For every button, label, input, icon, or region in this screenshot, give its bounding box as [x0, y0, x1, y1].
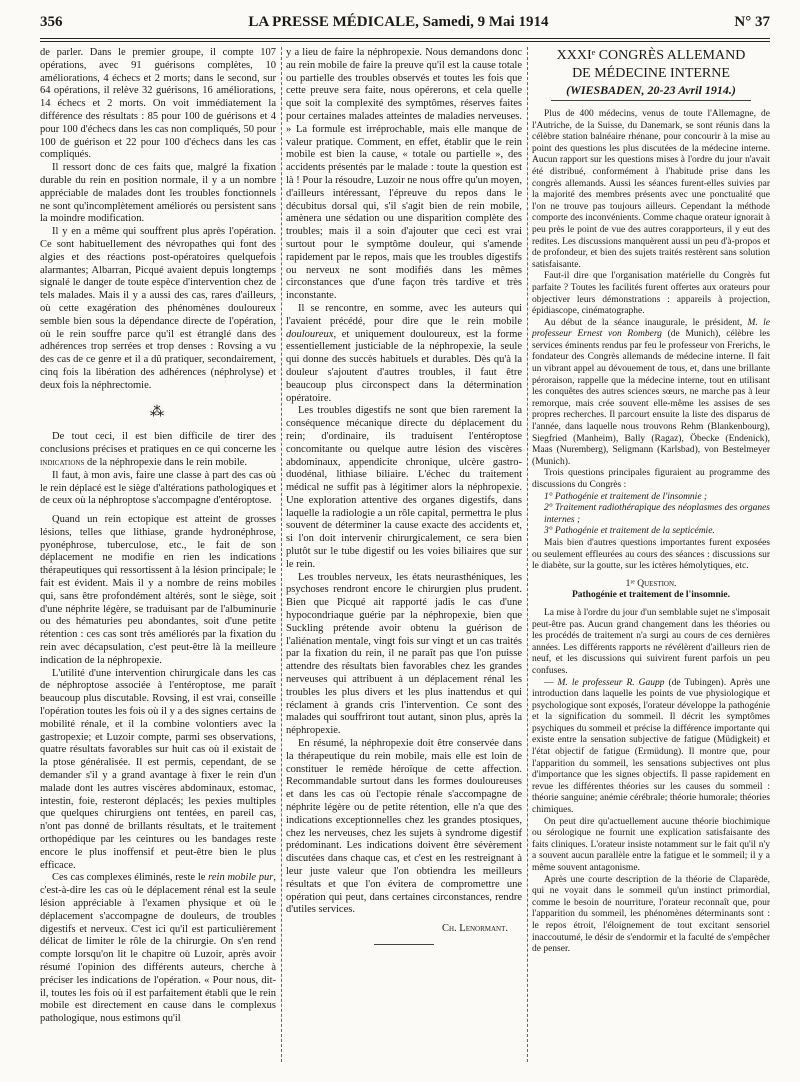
page-header: [40, 14, 770, 36]
paragraph: Les troubles nerveux, les états neurasthéniques, les psychoses rendront encore le chirurgien plus prudent. Bien que Picqué ait rapporté jadis le cas d'une hypocondriaque guérie par la néphropexie, bien que Suckling prétende avoir obtenu la guérison de l'aliénation mentale, vingt fois sur vingt et un cas traités par la fixation du rein, il ne paraît pas que l'on puisse attendre des résultats bien favorables chez les grandes nerveuses qui attribuent à un déplacement rénal les troubles les plus divers et les plus inattendus et qui réclament à grands cris l'intervention. Ce sont des malades qui souffriront tout autant, sinon plus, après la néphropexie.: [286, 571, 522, 737]
indications-term: indications: [40, 456, 85, 468]
section-break-asterism: ⁂: [150, 404, 166, 420]
emphasis: rein mobile pur: [208, 872, 274, 884]
paragraph: Mais bien d'autres questions importantes furent exposées ou seulement effleurées au cours des séances : discussions sur le diabète, sur la goutte, sur les ictères hémolytiques, etc.: [532, 537, 770, 572]
title-rule: [551, 100, 751, 101]
paragraph: Il faut, à mon avis, faire une classe à part des cas où le rein déplacé est le siège d'altérations pathologiques et de ceux où la néphroptose s'accompagne d'entéroptose.: [40, 469, 276, 507]
list-item: 1° Pathogénie et traitement de l'insomnie ;: [544, 491, 708, 502]
question-title: Pathogénie et traitement de l'insomnie.: [571, 590, 731, 601]
header-rule-double: [40, 41, 770, 42]
paragraph: Il ressort donc de ces faits que, malgré la fixation durable du rein en position normale, il y a un nombre appréciable de malades dont les troubles fonctionnels ne sont qu'incomplètement améliorés ou persistent sans la moindre modification.: [40, 162, 276, 225]
paragraph: De tout ceci, il est bien difficile de tirer des conclusions précises et pratiques en ce qui concerne les indications de la néphropexie dans le rein mobile.: [40, 431, 276, 468]
congress-title: XXXIᵉ CONGRÈS ALLEMAND: [556, 48, 746, 63]
paragraph: Au début de la séance inaugurale, le président, M. le professeur Ernest von Romberg (de Munich), célèbre les services éminents rendus par feu le professeur von Frerichs, le fondateur des Congrès allemands de médecine interne. Il fait un vibrant appel au dévouement de tous, et, dans une brillante péroraison, rappelle que la médecine interne, tout en utilisant les conquêtes des autres sciences sœurs, ne marche pas à leur remorque, mais crée souvent elle-même les assises de ses propres recherches. Il parcourt ensuite la liste des disparus de l'année, dans laquelle nous trouvons Rehm (Blankenbourg), Siegfried (Manheim), Bally (Ragaz), Öbecke (Endenick), Maas (Nuremberg), Seligmann (Karlsbad), von Bestelmeyer (Munich).: [532, 317, 770, 467]
header-rule: [40, 38, 770, 39]
emphasis: M. le professeur R. Gaupp: [557, 677, 665, 688]
paragraph: — M. le professeur R. Gaupp (de Tubingen). Après une introduction dans laquelle les points de vue physiologique et psychologique sont exposés, l'orateur développe la pathogénie et la signification du sommeil. Il décrit les symptômes psychiques du sommeil et précise la différence importante qui existe entre la sensation subjective de fatigue (Müdigkeit) et l'état objectif de fatigue (Ermüdung). Il montre que, pour l'apparition du sommeil, les sensations subjectives ont plus d'importance que les signes objectifs. Il passe rapidement en revue les différentes théories sur les causes du sommeil : théorie sanguine; anémie cérébrale; théorie humorale; théories chimiques.: [532, 677, 770, 816]
paragraph: On peut dire qu'actuellement aucune théorie biochimique ou sérologique ne fournit une explication satisfaisante des faits cliniques. L'orateur insiste notamment sur le fait qu'il n'y a souvent aucun parallèle entre la fatigue et le sommeil; il y a même souvent antagonisme.: [532, 816, 770, 873]
paragraph: Quand un rein ectopique est atteint de grosses lésions, telles que lithiase, grande hydronéphrose, pyonéphrose, tuberculose, etc., le fait de son déplacement ne modifie en rien les indications thérapeutiques qui ressortissent à la lésion principale; le fait est évident. Mais il y a nombre de reins mobiles qui, sans être profondément altérés, sont le siège, soit d'une néphrite légère, se traduisant par de l'albuminurie ou des hématuries peu abondantes, soit d'une petite rétention : ces cas sont très améliorés par la fixation du rein avec décapsulation, c'est peut-être là la meilleure indication de la néphropexie.: [40, 514, 276, 666]
paragraph: Trois questions principales figuraient au programme des discussions du Congrès :: [532, 468, 770, 490]
congress-subtitle: (WIESBADEN, 20-23 Avril 1914.): [566, 83, 736, 97]
list-item: 2° Traitement radiothérapique des néoplasmes des organes internes ;: [544, 503, 770, 525]
column-1: [40, 47, 276, 1072]
paragraph: de parler. Dans le premier groupe, il compte 107 opérations, avec 91 guérisons complètes, 10 améliorations, 4 échecs et 2 morts; dans le second, sur 64 opérations, il relève 32 guérisons, 16 améliorations, 14 échecs et 2 morts. On voit immédiatement la différence des résultats : 85 pour 100 de guérisons et 4 pour 100 d'échecs dans les cas non compliqués, 50 pour 100 de guérison et 22 pour 100 d'échecs dans les cas compliqués.: [40, 47, 276, 161]
question-label: 1ʳᵉ Question.: [625, 578, 677, 589]
paragraph: Après une courte description de la théorie de Claparède, qui ne voyait dans le sommeil qu'un instinct primordial, comme le besoin de nourriture, l'orateur reconnaît que, pour l'apparition du sommeil, les phénomènes déterminants sont : le repos étroit, l'éloignement de tout excitant sensoriel inaccoutumé, le désir de s'endormir et la faculté de s'empêcher de penser.: [532, 874, 770, 955]
issue-number: N° 37: [734, 14, 770, 30]
column-2: [286, 47, 522, 1072]
end-rule: [374, 944, 434, 945]
column-3: [532, 47, 770, 1072]
paragraph: Les troubles digestifs ne sont que bien rarement la conséquence mécanique directe du déplacement du rein; d'ordinaire, ils traduisent l'entéroptose concomitante ou quelque autre lésion des viscères abdominaux, appendicite chronique, ulcère gastro-duodénal, lithiase biliaire. L'échec du traitement médical ne suffit pas à légitimer alors la néphropexie. Une exploration attentive des organes digestifs, dans laquelle la radiologie a un rôle capital, permettra le plus souvent de déterminer la cause exacte des accidents et, si l'on doit intervenir chirurgicalement, ce sera bien plutôt sur le tube digestif ou les voies biliaires que sur le rein.: [286, 405, 522, 570]
author-signature: Ch. Lenormant.: [441, 923, 508, 935]
paragraph: La mise à l'ordre du jour d'un semblable sujet ne s'imposait peut-être pas. Aucun grand changement dans les théories ou les procédés de traitement n'a surgi au cours de ces dernières années. Les différents rapports ne révélèrent d'ailleurs rien de neuf, et les discussions qui suivirent furent parfois un peu confuses.: [532, 607, 770, 676]
congress-title-line2: DE MÉDECINE INTERNE: [572, 66, 730, 81]
programme-list: [532, 492, 770, 538]
emphasis: douloureux: [286, 328, 334, 340]
paragraph: Ces cas complexes éliminés, reste le rein mobile pur, c'est-à-dire les cas où le déplacement rénal est la seule lésion appréciable à l'examen physique et où le déplacement s'accompagne de douleurs, de troubles digestifs et nerveux. C'est ici qu'il est particulièrement délicat de limiter le rôle de la chirurgie. On s'en rend compte lorsqu'on lit le chapitre où Luzoir, après avoir résumé l'opinion des différents auteurs, cherche à préciser les indications de l'opération. « Pour nous, dit-il, toutes les fois où il est parfaitement établi que le rein mobile est directement en cause dans le complexus pathologique, nous estimons qu'il: [40, 872, 276, 1025]
paragraph: En résumé, la néphropexie doit être conservée dans la thérapeutique du rein mobile, mais elle est loin de constituer le remède héroïque de cette affection. Recommandable surtout dans les formes douloureuses et dans les cas où l'ectopie rénale s'accompagne de néphrite légère ou de petite rétention, elle n'a que des indications exceptionnelles chez les grandes ptosiques, chez les nerveuses, chez les sujets à syndrome digestif prédominant. Les indications doivent être sévèrement discutées dans chaque cas, et c'est en les restreignant à leur juste valeur que l'on obtiendra les meilleurs résultats et que l'on évitera de compromettre une opération qui peut, dans certaines circonstances, rendre d'utiles services.: [286, 738, 522, 916]
paragraph: y a lieu de faire la néphropexie. Nous demandons donc au rein mobile de faire la preuve qu'il est la cause totale ou partielle des troubles observés et toutes les fois que cette preuve sera faite, nous opérerons, et cela quelle que soit la complexité des symptômes, réserves faites pour certaines malades atteintes de maladies nerveuses. » La formule est irréprochable, mais elle manque de valeur pratique. Comment, en effet, établir que le rein mobile est bien la cause, « totale ou partielle », des accidents présentés par le malade : toute la question est là ! Pour la résoudre, Luzoir ne nous offre qu'un moyen, d'ailleurs intéressant, l'épreuve du repos dans le décubitus dorsal qui, s'il s'agit bien de rein mobile, amènera une sédation ou une disparition complète des troubles; mais il a soin d'ajouter que ceci est vrai surtout pour le symptôme douleur, qui s'amende rapidement par le repos, mais que les troubles digestifs ou nerveux ne sont modifiés dans les mêmes circonstances que d'une façon très tardive et très inconstante.: [286, 47, 522, 302]
paragraph: Il se rencontre, en somme, avec les auteurs qui l'avaient précédé, pour dire que le rein mobile douloureux, et uniquement douloureux, est la forme essentiellement justiciable de la néphropexie, la seule qui donne des succès habituels et durables. Dès qu'à la douleur s'ajoutent d'autres troubles, il faut être beaucoup plus circonspect dans la détermination opératoire.: [286, 302, 522, 404]
journal-title: LA PRESSE MÉDICALE, Samedi, 9 Mai 1914: [248, 14, 549, 30]
paragraph: Il y en a même qui souffrent plus après l'opération. Ce sont habituellement des névropathes qui font des algies et des réactions post-opératoires quelquefois alarmantes; Albarran, Picqué avaient depuis longtemps signalé le danger de toute espèce d'intervention chez de tels malades. Mais il y a aussi des cas, rares d'ailleurs, où cette exagération des phénomènes douloureux semble bien sous la dépendance directe de l'opération, où le rein souffre parce qu'il est étranglé dans des adhérences trop serrées et trop denses : Rovsing a vu des cas de ce genre et il a dû pratiquer, secondairement, cinq fois la libération des adhérences (néphrolyse) et deux fois la néphrectomie.: [40, 226, 276, 391]
column-divider: [527, 47, 528, 1062]
paragraph: Faut-il dire que l'organisation matérielle du Congrès fut parfaite ? Toutes les facilités furent offertes aux orateurs pour objectiver leurs démonstrations : appareils à projection, épidiascope, cinématographe.: [532, 271, 770, 317]
paragraph: Plus de 400 médecins, venus de toute l'Allemagne, de l'Autriche, de la Suisse, du Danemark, se sont réunis dans la célèbre station balnéaire rhénane, pour concourir à la mise au point des questions les plus discutées de la médecine interne. Aucun rapport sur les questions mises à l'ordre du jour n'avait été distribué, conformément à l'habitude prise dans les congrès allemands. Aussi les séances furent-elles suivies par la majorité des membres présents avec une ponctualité que l'on ne trouve pas toujours ailleurs. Cependant la méthode comporte des inconvénients. Comme chaque orateur ignorait à peu près le point de vue des autres corapporteurs, il y eut des redites. Les discussions manquèrent aussi un peu d'à-propos et de profondeur, et bien des sujets traités restèrent sans solution satisfaisante.: [532, 109, 770, 270]
page-number: 356: [40, 14, 63, 30]
emphasis: M. le professeur Ernest von Romberg: [532, 317, 770, 340]
column-divider: [281, 47, 282, 1062]
paragraph: L'utilité d'une intervention chirurgicale dans les cas de néphroptose associée à l'entéroptose, me paraît beaucoup plus discutable. Rovsing, il est vrai, conseille l'opération toutes les fois où il y a des signes certains de mobilité rénale, et il la combine volontiers avec la gastropexie; et Luzoir compte, parmi ses observations, quatre résultats favorables sur huit cas où il existait de la ptose généralisée. Il est permis, cependant, de se demander s'il y a grand avantage à fixer le rein d'un malade dont les autres viscères abdominaux, estomac, intestin, foie, resteront déplacés; les pexies multiples que quelques chirurgiens ont tentées, en pareil cas, n'ont pas donné de brillants résultats, et le traitement orthopédique par les ceintures ou les bandages reste encore le plus inoffensif et peut-être bien le plus efficace.: [40, 667, 276, 871]
list-item: 3° Pathogénie et traitement de la septicémie.: [544, 526, 715, 537]
